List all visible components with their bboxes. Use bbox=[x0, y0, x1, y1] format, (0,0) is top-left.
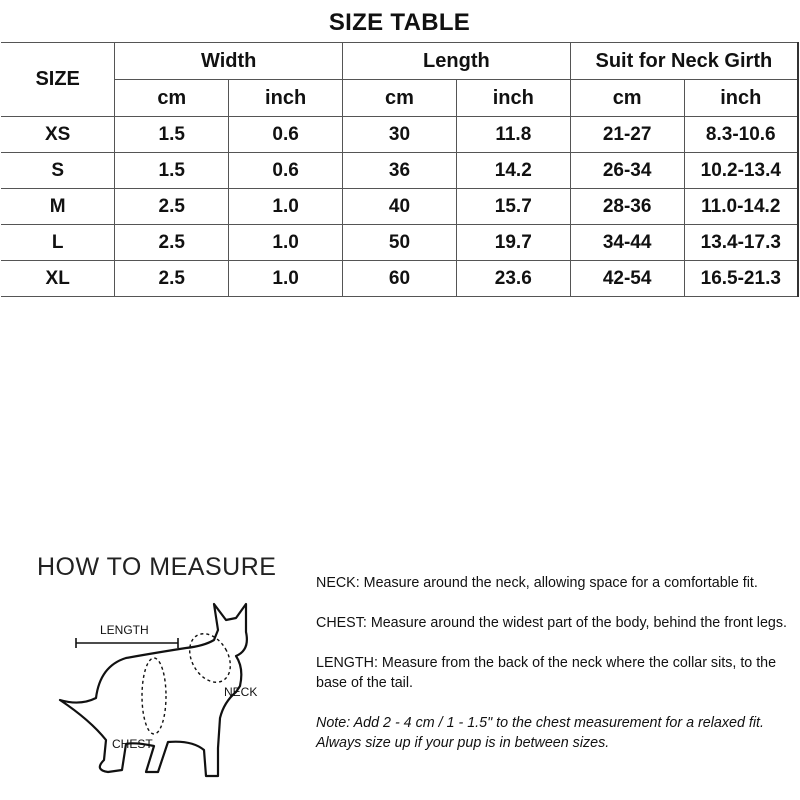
table-cell: 40 bbox=[343, 189, 457, 225]
table-cell: 1.5 bbox=[115, 117, 229, 153]
table-cell: 0.6 bbox=[229, 117, 343, 153]
neck-measure-loop bbox=[181, 626, 238, 689]
unit-header: inch bbox=[684, 80, 798, 117]
length-header: Length bbox=[343, 43, 571, 80]
table-cell: 14.2 bbox=[456, 153, 570, 189]
table-cell: 8.3-10.6 bbox=[684, 117, 798, 153]
table-cell: 28-36 bbox=[570, 189, 684, 225]
table-cell: 1.0 bbox=[229, 189, 343, 225]
size-cell: S bbox=[1, 153, 115, 189]
length-label: LENGTH bbox=[100, 623, 149, 637]
table-cell: 2.5 bbox=[115, 189, 229, 225]
size-cell: M bbox=[1, 189, 115, 225]
chest-label: CHEST bbox=[112, 737, 153, 751]
table-cell: 19.7 bbox=[456, 225, 570, 261]
unit-header: inch bbox=[229, 80, 343, 117]
how-to-measure-title: HOW TO MEASURE bbox=[37, 553, 277, 581]
unit-header: cm bbox=[343, 80, 457, 117]
size-cell: XS bbox=[1, 117, 115, 153]
dog-measure-diagram bbox=[50, 600, 290, 790]
chest-instruction: CHEST: Measure around the widest part of the body, behind the front legs. bbox=[316, 615, 788, 631]
unit-header: cm bbox=[570, 80, 684, 117]
table-cell: 16.5-21.3 bbox=[684, 261, 798, 297]
neck-instruction: NECK: Measure around the neck, allowing space for a comfortable fit. bbox=[316, 575, 758, 591]
table-cell: 34-44 bbox=[570, 225, 684, 261]
table-title: SIZE TABLE bbox=[1, 4, 798, 43]
table-cell: 13.4-17.3 bbox=[684, 225, 798, 261]
table-cell: 10.2-13.4 bbox=[684, 153, 798, 189]
unit-header-row bbox=[1, 80, 798, 117]
table-cell: 2.5 bbox=[115, 261, 229, 297]
table-cell: 2.5 bbox=[115, 225, 229, 261]
table-cell: 1.0 bbox=[229, 225, 343, 261]
unit-header: inch bbox=[456, 80, 570, 117]
chest-measure-loop bbox=[142, 658, 166, 734]
title-row bbox=[1, 4, 798, 43]
table-cell: 1.0 bbox=[229, 261, 343, 297]
size-cell: XL bbox=[1, 261, 115, 297]
table-cell: 0.6 bbox=[229, 153, 343, 189]
table-cell: 36 bbox=[343, 153, 457, 189]
size-cell: L bbox=[1, 225, 115, 261]
table-cell: 11.8 bbox=[456, 117, 570, 153]
table-row bbox=[1, 117, 798, 153]
table-cell: 23.6 bbox=[456, 261, 570, 297]
table-cell: 26-34 bbox=[570, 153, 684, 189]
table-cell: 60 bbox=[343, 261, 457, 297]
table-cell: 50 bbox=[343, 225, 457, 261]
fit-note: Note: Add 2 - 4 cm / 1 - 1.5" to the chest measurement for a relaxed fit. Always size up if your pup is in between sizes. bbox=[316, 715, 764, 751]
table-cell: 15.7 bbox=[456, 189, 570, 225]
table-cell: 11.0-14.2 bbox=[684, 189, 798, 225]
neck-girth-header: Suit for Neck Girth bbox=[570, 43, 798, 80]
unit-header: cm bbox=[115, 80, 229, 117]
width-header: Width bbox=[115, 43, 343, 80]
length-instruction: LENGTH: Measure from the back of the neck where the collar sits, to the base of the tail. bbox=[316, 655, 777, 691]
neck-label: NECK bbox=[224, 685, 258, 699]
measure-instructions bbox=[316, 573, 794, 753]
table-row bbox=[1, 189, 798, 225]
size-column-header: SIZE bbox=[1, 43, 115, 117]
table-row bbox=[1, 225, 798, 261]
table-cell: 21-27 bbox=[570, 117, 684, 153]
dog-outline bbox=[60, 604, 247, 776]
table-row bbox=[1, 153, 798, 189]
group-header-row bbox=[1, 43, 798, 80]
size-table bbox=[1, 4, 799, 297]
table-cell: 1.5 bbox=[115, 153, 229, 189]
table-row bbox=[1, 261, 798, 297]
table-cell: 42-54 bbox=[570, 261, 684, 297]
table-cell: 30 bbox=[343, 117, 457, 153]
